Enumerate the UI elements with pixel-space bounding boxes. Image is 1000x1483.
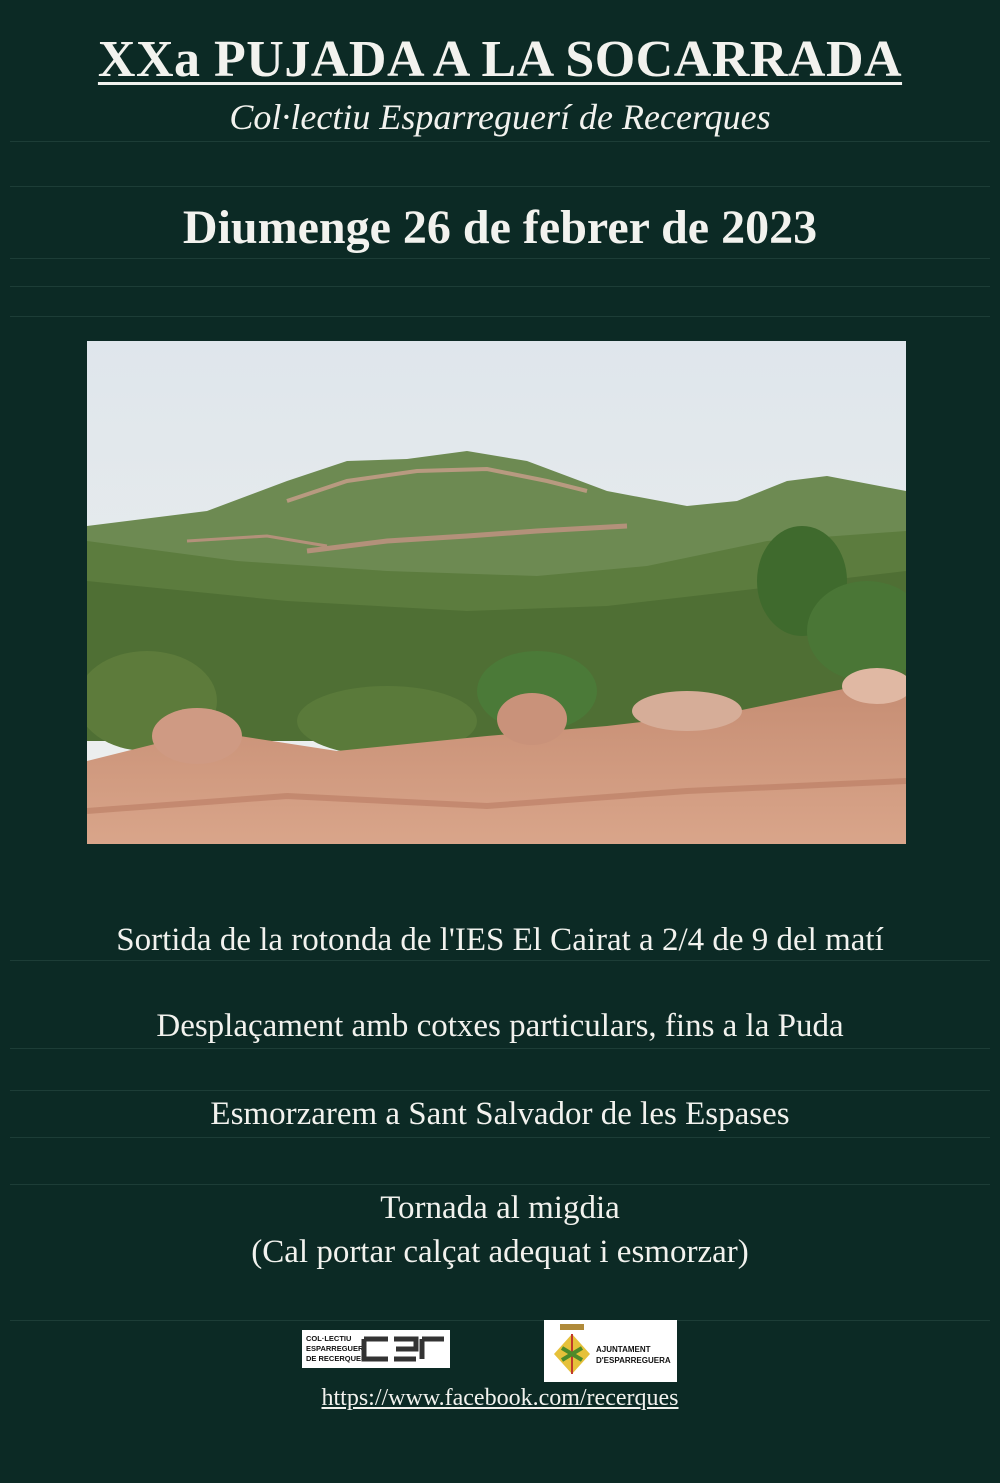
divider: [10, 258, 990, 259]
divider: [10, 1137, 990, 1138]
breakfast-info: Esmorzarem a Sant Salvador de les Espases: [210, 1096, 790, 1132]
cer-logo: [302, 1330, 450, 1368]
organizer-subtitle: Col·lectiu Esparreguerí de Recerques: [229, 97, 771, 137]
coat-of-arms-icon: [552, 1324, 592, 1378]
divider: [10, 960, 990, 961]
divider: [10, 1320, 990, 1321]
divider: [10, 186, 990, 187]
divider: [10, 1090, 990, 1091]
poster-title: XXa PUJADA A LA SOCARRADA: [97, 31, 903, 88]
equipment-note: (Cal portar calçat adequat i esmorzar): [251, 1234, 749, 1270]
divider: [10, 1184, 990, 1185]
transport-info: Desplaçament amb cotxes particulars, fins a la Puda: [156, 1008, 844, 1044]
divider: [10, 141, 990, 142]
mountain-photo: [87, 341, 906, 844]
divider: [10, 316, 990, 317]
cer-logo-line1: COL·LECTIU: [306, 1334, 352, 1343]
ajuntament-logo: [544, 1320, 677, 1382]
event-date: Diumenge 26 de febrer de 2023: [182, 201, 818, 254]
divider: [10, 1048, 990, 1049]
cer-logo-line2: ESPARREGUERÍ: [306, 1344, 366, 1353]
departure-info: Sortida de la rotonda de l'IES El Cairat a 2/4 de 9 del matí: [116, 922, 884, 958]
cer-logo-mark-icon: [360, 1333, 448, 1365]
cer-logo-line3: DE RECERQUES: [306, 1354, 367, 1363]
facebook-link[interactable]: https://www.facebook.com/recerques: [321, 1385, 679, 1411]
ajuntament-logo-line2: D'ESPARREGUERA: [596, 1356, 671, 1365]
return-info: Tornada al migdia: [380, 1190, 620, 1226]
ajuntament-logo-line1: AJUNTAMENT: [596, 1345, 651, 1354]
divider: [10, 286, 990, 287]
